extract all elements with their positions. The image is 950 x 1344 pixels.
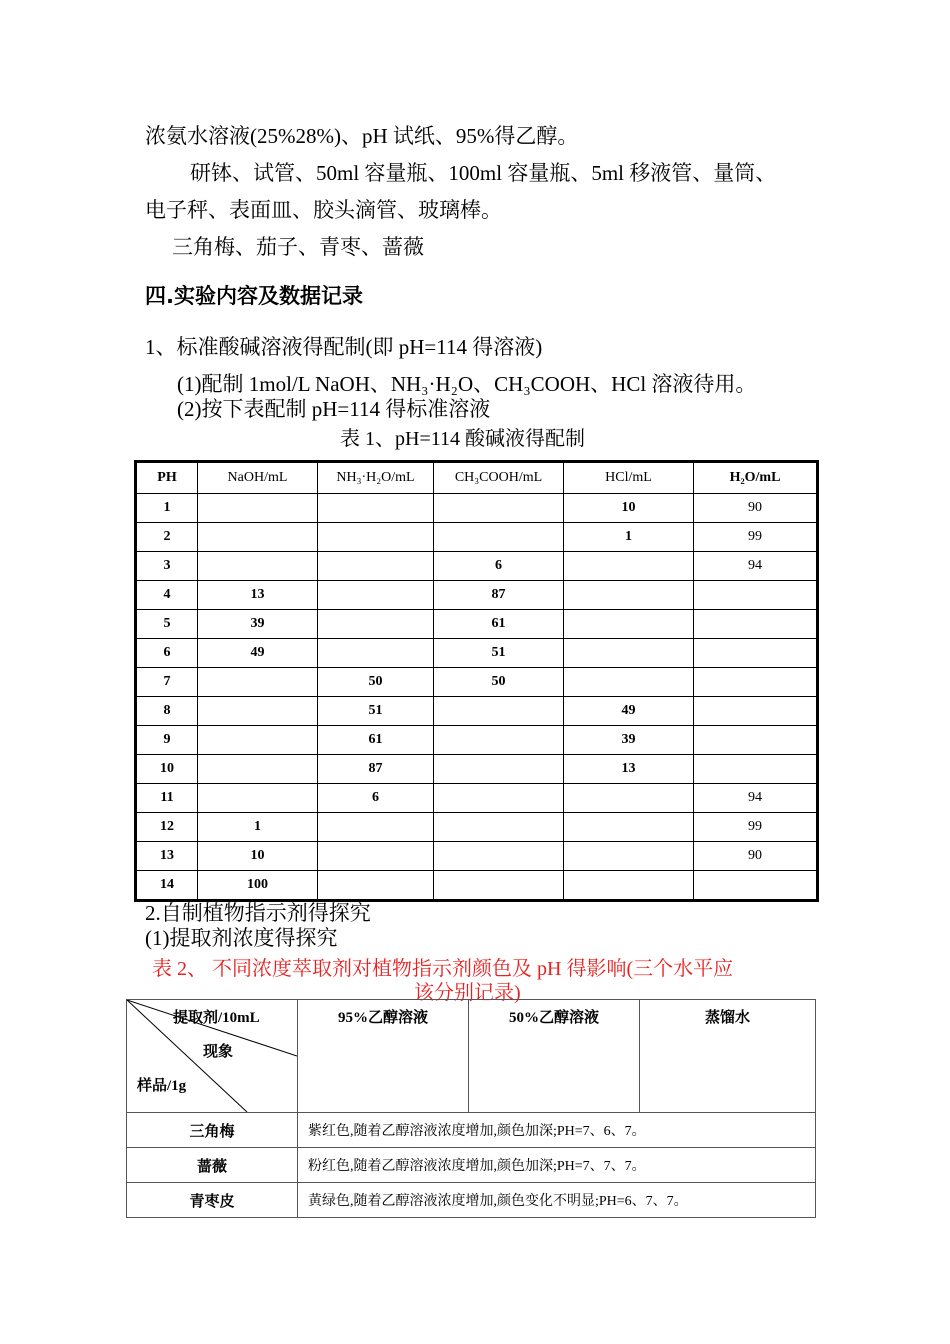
volume-cell: 51 xyxy=(434,639,564,668)
volume-cell: 87 xyxy=(318,755,434,784)
volume-cell: 6 xyxy=(318,784,434,813)
table-2-header: 蒸馏水 xyxy=(640,1000,816,1113)
volume-cell xyxy=(318,581,434,610)
ph-value-cell: 7 xyxy=(136,668,198,697)
volume-cell xyxy=(198,552,318,581)
table-1-row xyxy=(136,842,818,871)
table-2-row xyxy=(127,1113,816,1148)
volume-cell xyxy=(198,494,318,523)
subsection-2-title: 2.自制植物指示剂得探究 xyxy=(145,901,371,925)
table-2-row xyxy=(127,1148,816,1183)
sample-description: 粉红色,随着乙醇溶液浓度增加,颜色加深;PH=7、7、7。 xyxy=(298,1148,816,1183)
sample-name: 青枣皮 xyxy=(127,1183,298,1218)
table-1 xyxy=(134,460,819,902)
ph-value-cell: 14 xyxy=(136,871,198,901)
volume-cell xyxy=(564,610,694,639)
volume-cell xyxy=(434,494,564,523)
volume-cell xyxy=(564,784,694,813)
corner-label-extractant: 提取剂/10mL xyxy=(173,1010,260,1026)
intro-line-3: 电子秤、表面皿、胶头滴管、玻璃棒。 xyxy=(145,198,502,222)
volume-cell xyxy=(434,842,564,871)
volume-cell: 13 xyxy=(198,581,318,610)
table-1-header: PH xyxy=(136,462,198,494)
table-1-row xyxy=(136,726,818,755)
ph-value-cell: 8 xyxy=(136,697,198,726)
sample-description: 黄绿色,随着乙醇溶液浓度增加,颜色变化不明显;PH=6、7、7。 xyxy=(298,1183,816,1218)
volume-cell xyxy=(198,523,318,552)
volume-cell: 94 xyxy=(694,784,818,813)
table-2-header: 50%乙醇溶液 xyxy=(469,1000,640,1113)
table-1-row xyxy=(136,871,818,901)
ph-value-cell: 6 xyxy=(136,639,198,668)
volume-cell: 49 xyxy=(198,639,318,668)
volume-cell: 50 xyxy=(434,668,564,697)
table-1-row xyxy=(136,581,818,610)
volume-cell: 50 xyxy=(318,668,434,697)
intro-line-4: 三角梅、茄子、青枣、蔷薇 xyxy=(172,235,424,259)
volume-cell xyxy=(694,581,818,610)
volume-cell: 10 xyxy=(564,494,694,523)
table-2-row xyxy=(127,1183,816,1218)
table-1-row xyxy=(136,755,818,784)
table-1-row xyxy=(136,668,818,697)
table-1-header: HCl/mL xyxy=(564,462,694,494)
volume-cell xyxy=(318,610,434,639)
step-1-text: (1)配制 1mol/L NaOH、NH₃·H₂O、CH₃COOH、HCl 溶液待用。 xyxy=(177,372,757,396)
step-2-text: (2)按下表配制 pH=114 得标准溶液 xyxy=(177,397,491,421)
subsection-1-title: 1、标准酸碱溶液得配制(即 pH=114 得溶液) xyxy=(145,335,543,359)
volume-cell: 39 xyxy=(564,726,694,755)
ph-value-cell: 10 xyxy=(136,755,198,784)
volume-cell: 61 xyxy=(318,726,434,755)
table-1-header: CH₃COOH/mL xyxy=(434,462,564,494)
volume-cell xyxy=(564,639,694,668)
volume-cell xyxy=(564,552,694,581)
table-1-row xyxy=(136,697,818,726)
volume-cell xyxy=(564,581,694,610)
volume-cell: 61 xyxy=(434,610,564,639)
table-1-row xyxy=(136,494,818,523)
sample-description: 紫红色,随着乙醇溶液浓度增加,颜色加深;PH=7、6、7。 xyxy=(298,1113,816,1148)
table-1-row xyxy=(136,610,818,639)
volume-cell: 99 xyxy=(694,523,818,552)
table-2-caption-line-1: 表 2、 不同浓度萃取剂对植物指示剂颜色及 pH 得影响(三个水平应 xyxy=(152,958,734,980)
volume-cell: 39 xyxy=(198,610,318,639)
table-1-header: NaOH/mL xyxy=(198,462,318,494)
volume-cell: 1 xyxy=(564,523,694,552)
volume-cell xyxy=(198,668,318,697)
ph-value-cell: 4 xyxy=(136,581,198,610)
volume-cell xyxy=(318,523,434,552)
table-1-row xyxy=(136,784,818,813)
table-2 xyxy=(126,999,816,1218)
table-1-row xyxy=(136,552,818,581)
intro-line-2: 研钵、试管、50ml 容量瓶、100ml 容量瓶、5ml 移液管、量筒、 xyxy=(190,161,777,185)
ph-value-cell: 11 xyxy=(136,784,198,813)
table-2-header-row xyxy=(127,1000,816,1113)
sample-name: 三角梅 xyxy=(127,1113,298,1148)
ph-value-cell: 9 xyxy=(136,726,198,755)
volume-cell: 90 xyxy=(694,494,818,523)
volume-cell: 1 xyxy=(198,813,318,842)
volume-cell: 94 xyxy=(694,552,818,581)
table-1-row xyxy=(136,523,818,552)
table-1-caption: 表 1、pH=114 酸碱液得配制 xyxy=(340,428,585,450)
subsection-2-1-title: (1)提取剂浓度得探究 xyxy=(145,926,338,950)
volume-cell xyxy=(434,523,564,552)
table-1-row xyxy=(136,813,818,842)
volume-cell: 87 xyxy=(434,581,564,610)
volume-cell: 90 xyxy=(694,842,818,871)
table-1-header-row xyxy=(136,462,818,494)
ph-value-cell: 2 xyxy=(136,523,198,552)
section-title: 四.实验内容及数据记录 xyxy=(145,284,363,308)
volume-cell xyxy=(434,871,564,901)
volume-cell xyxy=(434,813,564,842)
ph-value-cell: 3 xyxy=(136,552,198,581)
table-1-row xyxy=(136,639,818,668)
volume-cell: 6 xyxy=(434,552,564,581)
volume-cell: 51 xyxy=(318,697,434,726)
volume-cell: 13 xyxy=(564,755,694,784)
volume-cell xyxy=(564,668,694,697)
ph-value-cell: 13 xyxy=(136,842,198,871)
volume-cell xyxy=(434,755,564,784)
volume-cell xyxy=(564,813,694,842)
ph-value-cell: 1 xyxy=(136,494,198,523)
table-2-caption-line-2: 该分别记录) xyxy=(414,982,521,1004)
volume-cell xyxy=(318,842,434,871)
table-2-corner-cell xyxy=(127,1000,298,1113)
volume-cell xyxy=(318,494,434,523)
volume-cell xyxy=(564,842,694,871)
volume-cell xyxy=(694,668,818,697)
volume-cell xyxy=(694,697,818,726)
volume-cell: 100 xyxy=(198,871,318,901)
volume-cell xyxy=(434,697,564,726)
table-1-header: NH₃·H₂O/mL xyxy=(318,462,434,494)
volume-cell xyxy=(694,755,818,784)
ph-value-cell: 12 xyxy=(136,813,198,842)
volume-cell xyxy=(694,871,818,901)
volume-cell xyxy=(318,639,434,668)
intro-line-1: 浓氨水溶液(25%28%)、pH 试纸、95%得乙醇。 xyxy=(145,124,579,148)
volume-cell xyxy=(198,697,318,726)
volume-cell xyxy=(198,755,318,784)
volume-cell xyxy=(434,784,564,813)
volume-cell xyxy=(318,813,434,842)
sample-name: 蔷薇 xyxy=(127,1148,298,1183)
volume-cell xyxy=(198,784,318,813)
corner-label-phenomenon: 现象 xyxy=(203,1044,234,1060)
volume-cell xyxy=(694,639,818,668)
table-2-header: 95%乙醇溶液 xyxy=(298,1000,469,1113)
volume-cell xyxy=(318,871,434,901)
volume-cell: 10 xyxy=(198,842,318,871)
volume-cell xyxy=(318,552,434,581)
ph-value-cell: 5 xyxy=(136,610,198,639)
volume-cell xyxy=(694,610,818,639)
volume-cell xyxy=(434,726,564,755)
volume-cell: 99 xyxy=(694,813,818,842)
volume-cell xyxy=(198,726,318,755)
table-1-header: H₂O/mL xyxy=(694,462,818,494)
volume-cell: 49 xyxy=(564,697,694,726)
volume-cell xyxy=(694,726,818,755)
volume-cell xyxy=(564,871,694,901)
corner-label-sample: 样品/1g xyxy=(137,1078,187,1094)
